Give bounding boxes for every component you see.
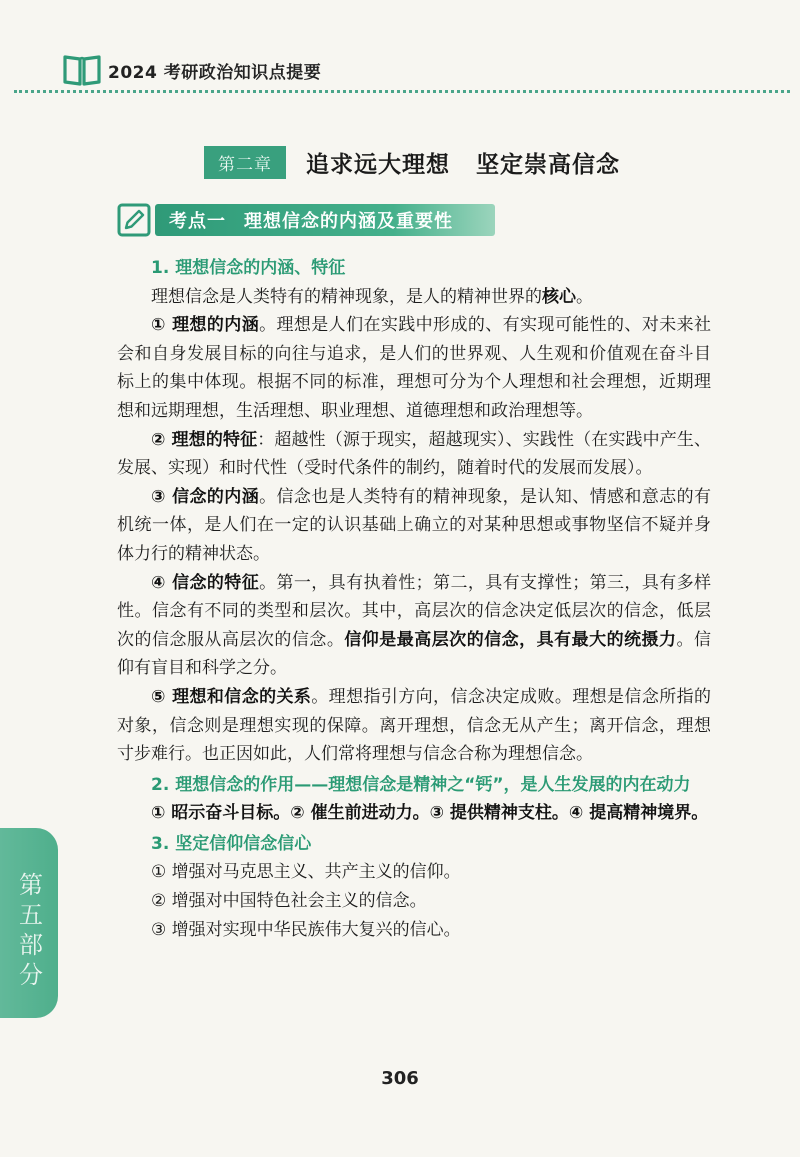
ideal-features-lead: ② 理想的特征: [151, 429, 258, 450]
belief-features-tail: 。信仰有盲目和科学之分。: [117, 629, 712, 679]
list-item-1: ① 增强对马克思主义、共产主义的信仰。: [151, 862, 461, 883]
section-title: 理想信念的内涵及重要性: [244, 211, 453, 232]
list-item-3: ③ 增强对实现中华民族伟大复兴的信心。: [151, 919, 461, 940]
paragraph-relation: [117, 683, 711, 769]
intro-bold: 核心: [542, 286, 576, 307]
paragraph-belief-meaning: [117, 483, 711, 569]
section-title-bar: [155, 204, 495, 236]
intro-paragraph: [117, 283, 711, 312]
chapter-title: [306, 146, 620, 179]
part-side-label: 第五部分: [19, 871, 43, 989]
heading-1: 1. 理想信念的内涵、特征: [151, 258, 346, 278]
heading-2: 2. 理想信念的作用——理想信念是精神之“钙”，是人生发展的内在动力: [151, 774, 691, 795]
chapter-heading: [204, 146, 620, 179]
heading-3: 3. 坚定信仰信念信心: [151, 833, 312, 854]
intro-text: 理想信念是人类特有的精神现象，是人的精神世界的: [151, 286, 542, 307]
ideal-meaning-text: 。理想是人们在实践中形成的、有实现可能性的、对未来社会和自身发展目标的向往与追求，是人们的世界观、人生观和价值观在奋斗目标上的集中体现。根据不同的标准，理想可分为个人理想和社会理想，近期理想和远期理想，生活理想、职业理想、道德理想和政治理想等。: [117, 315, 712, 421]
relation-lead: ⑤ 理想和信念的关系: [151, 686, 312, 707]
pencil-note-icon: [117, 203, 151, 237]
section-banner: [117, 203, 495, 237]
paragraph-ideal-meaning: [117, 311, 711, 425]
chapter-tag: 第二章: [204, 146, 286, 179]
roles-text: ① 昭示奋斗目标。② 催生前进动力。③ 提供精神支柱。④ 提高精神境界。: [151, 803, 709, 824]
header-divider: [14, 90, 790, 93]
running-title: 2024 考研政治知识点提要: [108, 62, 322, 83]
main-text: [117, 254, 711, 944]
paragraph-ideal-features: [117, 426, 711, 483]
relation-text: 。理想指引方向，信念决定成败。理想是信念所指的对象，信念则是理想实现的保障。离开理想，信念无从产生；离开信念，理想寸步难行。也正因如此，人们常将理想与信念合称为理想信念。: [117, 686, 712, 765]
section-number: 考点一: [169, 211, 226, 232]
belief-features-text: 。第一，具有执着性；第二，具有支撑性；第三，具有多样性。信念有不同的类型和层次。其中，高层次的信念决定低层次的信念，低层次的信念服从高层次的信念。: [117, 572, 712, 650]
belief-features-lead: ④ 信念的特征: [151, 572, 260, 593]
belief-meaning-text: 。信念也是人类特有的精神现象，是认知、情感和意志的有机统一体，是人们在一定的认识基础上确立的对某种思想或事物坚信不疑并身体力行的精神状态。: [117, 486, 712, 564]
paragraph-roles: [117, 799, 711, 828]
ideal-meaning-lead: ① 理想的内涵: [151, 315, 260, 336]
belief-meaning-lead: ③ 信念的内涵: [151, 486, 260, 507]
open-book-icon: [62, 53, 102, 87]
chapter-title-part2: 坚定崇高信念: [476, 152, 620, 178]
running-header: [62, 52, 321, 88]
belief-features-bold: 信仰是最高层次的信念，具有最大的统摄力: [344, 629, 677, 650]
paragraph-belief-features: [117, 569, 711, 683]
chapter-title-part1: 追求远大理想: [306, 152, 450, 178]
list-item-2: ② 增强对中国特色社会主义的信念。: [151, 891, 427, 912]
page-number: 306: [381, 1068, 419, 1089]
ideal-features-text: ：超越性（源于现实，超越现实）、实践性（在实践中产生、发展、实现）和时代性（受时代条件的制约，随着时代的发展而发展）。: [117, 429, 712, 479]
intro-end: 。: [576, 286, 593, 307]
